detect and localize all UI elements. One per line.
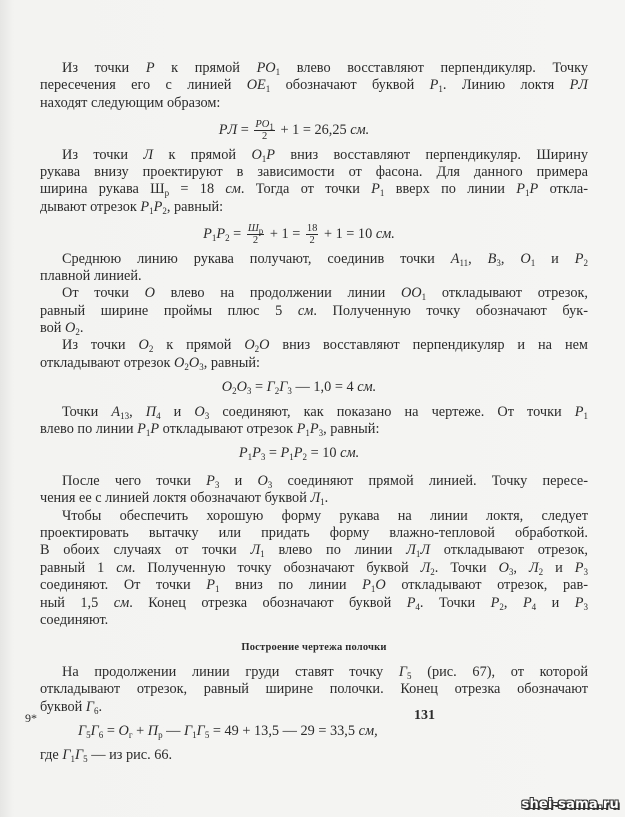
paragraph-5-line-2: откладывают отрезок $O_2O_3$, равный: [40,354,260,372]
paragraph-8-line-6: ный 1,5 см. Конец отрезка обозначают буквой $P_4$. Точки $P_2$, $P_4$ и $P_3$ [40,594,588,612]
fraction: $\frac{18}{2}$ [306,223,318,247]
paragraph-8-line-7: соединяют. [40,611,109,628]
paragraph-9-line-1: На продолжении линии груди ставят точку $Г_5$ (рис. 67), от которой [62,663,588,681]
formula-elbow-line: PЛ = $\frac{PO_1}{2}$ + 1 = 26,25 см. [218,119,370,143]
printer-signature-mark: 9* [25,711,37,725]
paragraph-10: где $Г_1Г_5$ — из рис. 66. [40,747,173,765]
paragraph-4-line-2: равный ширине проймы плюс 5 см. Полученную точку обозначают бук- [40,302,588,319]
fraction: $\frac{Ш_р}{2}$ [247,223,264,247]
paragraph-6-line-2: влево по линии $P_1P$ откладывают отрезок $P_1P_3$, равный: [40,421,380,439]
paragraph-9-line-3: буквой $Г_6$. [40,698,103,716]
paragraph-2-line-3: ширина рукава $Ш_р = 18$ см. Тогда от точки $P_1$ вверх по линии $P_1P$ откла- [40,181,588,199]
paragraph-5-line-1: Из точки $O_2$ к прямой $O_2O$ вниз восставляют перпендикуляр и на нем [62,337,588,355]
paragraph-8-line-3: В обоих случаях от точки $Л_1$ влево по линии $Л_1Л$ откладывают отрезок, [40,542,589,560]
paragraph-1-line-1: Из точки P к прямой $PO_1$ влево восставляют перпендикуляр. Точку [62,60,588,77]
paragraph-2-line-2: рукава внизу проектируют в зависимости от фасона. Для данного примера [40,163,588,180]
paragraph-2-line-1: Из точки Л к прямой $O_1P$ вниз восставляют перпендикуляр. Ширину [62,146,588,164]
paragraph-1-line-2: пересечения его с линией $OE_1$ обозначают буквой $P_1$. Линию локтя PЛ [40,77,588,95]
paragraph-8-line-2: проектировать вытачку или придать форму влажно-тепловой обработкой. [40,524,588,541]
section-heading: Построение чертежа полочки [241,642,387,654]
page-body [40,60,588,765]
paragraph-3-line-1: Среднюю линию рукава получают, соединив точки $A_{11}$, $B_3$, $O_1$ и $P_2$ [62,250,588,268]
paragraph-8-line-4: равный 1 см. Полученную точку обозначают буквой $Л_2$. Точки $O_3$, $Л_2$ и $P_3$ [40,559,588,577]
paragraph-7-line-2: чения ее с линией локтя обозначают буквой $Л_1$. [40,490,329,508]
formula-sleeve-width: $P_1P_2$ = $\frac{Ш_р}{2}$ + 1 = $\frac{18}{2}$ + 1 = 10 см. [203,223,395,247]
paragraph-4-line-3: вой $O_2$. [40,320,84,338]
paragraph-9-line-2: откладывают отрезок, равный ширине полочки. Конец отрезка обозначают [40,681,588,698]
paragraph-8-line-1: Чтобы обеспечить хорошую форму рукава на линии локтя, следует [62,507,588,524]
formula-o2o3: $O_2O_3 = Г_2Г_3$ — 1,0 = 4 см. [221,379,377,397]
fraction: $\frac{PO_1}{2}$ [255,119,274,143]
paragraph-4-line-1: От точки O влево на продолжении линии $OO_1$ откладывают отрезок, [62,285,589,303]
formula-p1p3: $P_1P_3 = P_1P_2 = 10$ см. [238,445,360,463]
paragraph-1-line-3: находят следующим образом: [40,94,221,111]
page-number: 131 [414,708,435,723]
watermark: shei-sama.ru [521,797,619,812]
paragraph-7-line-1: После чего точки $P_3$ и $O_3$ соединяют прямой линией. Точку пересе- [62,472,588,490]
paragraph-2-line-4: дывают отрезок $P_1P_2$, равный: [40,198,224,216]
paragraph-8-line-5: соединяют. От точки $P_1$ вниз по линии $P_1O$ откладывают отрезок, рав- [40,577,588,595]
formula-g5g6: $Г_5Г_6 = О_г + П_р$ — $Г_1Г_5 = 49 + 13,5$ — 29 = 33,5 см, [78,722,378,740]
paragraph-3-line-2: плавной линией. [40,267,142,284]
paragraph-6-line-1: Точки $A_{13}$, $П_4$ и $O_3$ соединяют, как показано на чертеже. От точки $P_1$ [62,403,588,421]
